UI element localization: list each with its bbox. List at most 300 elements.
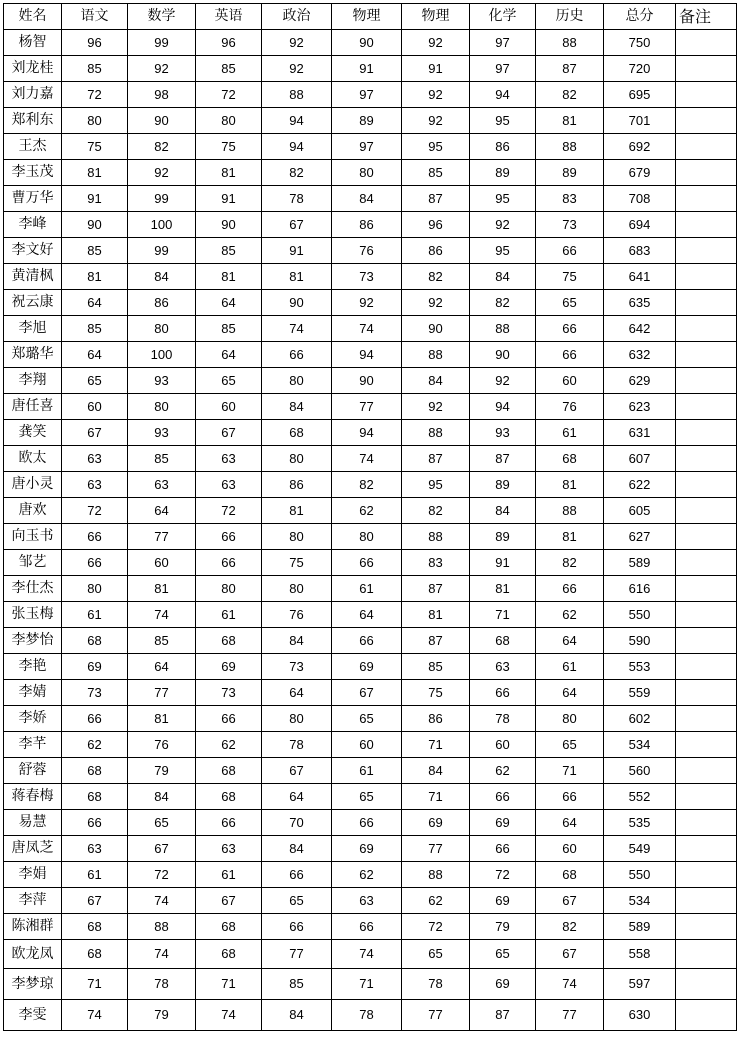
chemistry-score-cell: 84 bbox=[470, 264, 536, 290]
english-score-cell: 68 bbox=[196, 940, 262, 969]
chemistry-score-cell: 81 bbox=[470, 576, 536, 602]
english-score-cell: 66 bbox=[196, 706, 262, 732]
grade-table-body bbox=[4, 30, 737, 1031]
total-score-cell: 605 bbox=[604, 498, 676, 524]
header-name: 姓名 bbox=[4, 4, 62, 30]
english-score-cell: 64 bbox=[196, 342, 262, 368]
remarks-cell bbox=[676, 212, 737, 238]
math-score-cell: 85 bbox=[128, 628, 196, 654]
english-score-cell: 62 bbox=[196, 732, 262, 758]
math-score-cell: 85 bbox=[128, 446, 196, 472]
chinese-score-cell: 68 bbox=[62, 940, 128, 969]
english-score-cell: 74 bbox=[196, 1000, 262, 1031]
history-score-cell: 76 bbox=[536, 394, 604, 420]
politics-score-cell: 92 bbox=[262, 56, 332, 82]
math-score-cell: 82 bbox=[128, 134, 196, 160]
english-score-cell: 66 bbox=[196, 550, 262, 576]
total-score-cell: 553 bbox=[604, 654, 676, 680]
student-name-cell: 郑璐华 bbox=[4, 342, 62, 368]
politics-score-cell: 84 bbox=[262, 394, 332, 420]
remarks-cell bbox=[676, 394, 737, 420]
physics-1-score-cell: 74 bbox=[332, 940, 402, 969]
history-score-cell: 67 bbox=[536, 940, 604, 969]
remarks-cell bbox=[676, 550, 737, 576]
politics-score-cell: 86 bbox=[262, 472, 332, 498]
politics-score-cell: 80 bbox=[262, 706, 332, 732]
header-math: 数学 bbox=[128, 4, 196, 30]
chemistry-score-cell: 71 bbox=[470, 602, 536, 628]
english-score-cell: 65 bbox=[196, 368, 262, 394]
math-score-cell: 88 bbox=[128, 914, 196, 940]
physics-1-score-cell: 91 bbox=[332, 56, 402, 82]
physics-1-score-cell: 77 bbox=[332, 394, 402, 420]
table-row bbox=[4, 238, 737, 264]
chinese-score-cell: 96 bbox=[62, 30, 128, 56]
total-score-cell: 550 bbox=[604, 862, 676, 888]
politics-score-cell: 92 bbox=[262, 30, 332, 56]
physics-1-score-cell: 78 bbox=[332, 1000, 402, 1031]
total-score-cell: 629 bbox=[604, 368, 676, 394]
total-score-cell: 558 bbox=[604, 940, 676, 969]
english-score-cell: 67 bbox=[196, 888, 262, 914]
student-name-cell: 李文好 bbox=[4, 238, 62, 264]
politics-score-cell: 70 bbox=[262, 810, 332, 836]
physics-1-score-cell: 60 bbox=[332, 732, 402, 758]
math-score-cell: 79 bbox=[128, 758, 196, 784]
student-name-cell: 唐任喜 bbox=[4, 394, 62, 420]
chemistry-score-cell: 63 bbox=[470, 654, 536, 680]
chinese-score-cell: 66 bbox=[62, 550, 128, 576]
table-row bbox=[4, 628, 737, 654]
history-score-cell: 68 bbox=[536, 862, 604, 888]
chemistry-score-cell: 69 bbox=[470, 969, 536, 1000]
header-chinese: 语文 bbox=[62, 4, 128, 30]
english-score-cell: 63 bbox=[196, 446, 262, 472]
physics-2-score-cell: 71 bbox=[402, 732, 470, 758]
history-score-cell: 81 bbox=[536, 108, 604, 134]
table-row bbox=[4, 368, 737, 394]
total-score-cell: 630 bbox=[604, 1000, 676, 1031]
total-score-cell: 550 bbox=[604, 602, 676, 628]
english-score-cell: 68 bbox=[196, 628, 262, 654]
history-score-cell: 66 bbox=[536, 784, 604, 810]
chinese-score-cell: 67 bbox=[62, 420, 128, 446]
student-name-cell: 张玉梅 bbox=[4, 602, 62, 628]
chemistry-score-cell: 66 bbox=[470, 680, 536, 706]
total-score-cell: 683 bbox=[604, 238, 676, 264]
physics-2-score-cell: 92 bbox=[402, 82, 470, 108]
math-score-cell: 99 bbox=[128, 238, 196, 264]
remarks-cell bbox=[676, 342, 737, 368]
politics-score-cell: 65 bbox=[262, 888, 332, 914]
student-name-cell: 李萍 bbox=[4, 888, 62, 914]
math-score-cell: 86 bbox=[128, 290, 196, 316]
math-score-cell: 77 bbox=[128, 680, 196, 706]
student-name-cell: 李芊 bbox=[4, 732, 62, 758]
remarks-cell bbox=[676, 628, 737, 654]
english-score-cell: 91 bbox=[196, 186, 262, 212]
remarks-cell bbox=[676, 316, 737, 342]
physics-2-score-cell: 83 bbox=[402, 550, 470, 576]
math-score-cell: 80 bbox=[128, 316, 196, 342]
history-score-cell: 88 bbox=[536, 498, 604, 524]
math-score-cell: 92 bbox=[128, 56, 196, 82]
chinese-score-cell: 66 bbox=[62, 810, 128, 836]
table-row bbox=[4, 576, 737, 602]
total-score-cell: 623 bbox=[604, 394, 676, 420]
chemistry-score-cell: 68 bbox=[470, 628, 536, 654]
physics-1-score-cell: 94 bbox=[332, 420, 402, 446]
politics-score-cell: 80 bbox=[262, 368, 332, 394]
total-score-cell: 694 bbox=[604, 212, 676, 238]
physics-2-score-cell: 88 bbox=[402, 524, 470, 550]
table-row bbox=[4, 940, 737, 969]
table-row bbox=[4, 784, 737, 810]
remarks-cell bbox=[676, 862, 737, 888]
politics-score-cell: 82 bbox=[262, 160, 332, 186]
table-row bbox=[4, 394, 737, 420]
physics-2-score-cell: 82 bbox=[402, 498, 470, 524]
physics-1-score-cell: 92 bbox=[332, 290, 402, 316]
total-score-cell: 750 bbox=[604, 30, 676, 56]
math-score-cell: 100 bbox=[128, 212, 196, 238]
politics-score-cell: 64 bbox=[262, 784, 332, 810]
math-score-cell: 65 bbox=[128, 810, 196, 836]
total-score-cell: 552 bbox=[604, 784, 676, 810]
physics-1-score-cell: 62 bbox=[332, 862, 402, 888]
physics-1-score-cell: 62 bbox=[332, 498, 402, 524]
english-score-cell: 67 bbox=[196, 420, 262, 446]
politics-score-cell: 81 bbox=[262, 498, 332, 524]
remarks-cell bbox=[676, 706, 737, 732]
student-name-cell: 李峰 bbox=[4, 212, 62, 238]
remarks-cell bbox=[676, 602, 737, 628]
politics-score-cell: 81 bbox=[262, 264, 332, 290]
math-score-cell: 67 bbox=[128, 836, 196, 862]
physics-2-score-cell: 88 bbox=[402, 342, 470, 368]
politics-score-cell: 85 bbox=[262, 969, 332, 1000]
physics-1-score-cell: 73 bbox=[332, 264, 402, 290]
total-score-cell: 708 bbox=[604, 186, 676, 212]
politics-score-cell: 84 bbox=[262, 836, 332, 862]
math-score-cell: 92 bbox=[128, 160, 196, 186]
header-chemistry: 化学 bbox=[470, 4, 536, 30]
remarks-cell bbox=[676, 160, 737, 186]
chemistry-score-cell: 69 bbox=[470, 810, 536, 836]
physics-1-score-cell: 94 bbox=[332, 342, 402, 368]
politics-score-cell: 75 bbox=[262, 550, 332, 576]
remarks-cell bbox=[676, 680, 737, 706]
chemistry-score-cell: 86 bbox=[470, 134, 536, 160]
student-name-cell: 李娇 bbox=[4, 706, 62, 732]
student-name-cell: 郑利东 bbox=[4, 108, 62, 134]
total-score-cell: 622 bbox=[604, 472, 676, 498]
physics-2-score-cell: 77 bbox=[402, 1000, 470, 1031]
chinese-score-cell: 91 bbox=[62, 186, 128, 212]
math-score-cell: 98 bbox=[128, 82, 196, 108]
chemistry-score-cell: 72 bbox=[470, 862, 536, 888]
physics-2-score-cell: 92 bbox=[402, 290, 470, 316]
total-score-cell: 534 bbox=[604, 888, 676, 914]
physics-2-score-cell: 78 bbox=[402, 969, 470, 1000]
remarks-cell bbox=[676, 888, 737, 914]
student-name-cell: 杨智 bbox=[4, 30, 62, 56]
chinese-score-cell: 61 bbox=[62, 862, 128, 888]
table-row bbox=[4, 862, 737, 888]
student-name-cell: 祝云康 bbox=[4, 290, 62, 316]
chemistry-score-cell: 97 bbox=[470, 30, 536, 56]
english-score-cell: 68 bbox=[196, 758, 262, 784]
physics-2-score-cell: 88 bbox=[402, 420, 470, 446]
politics-score-cell: 73 bbox=[262, 654, 332, 680]
physics-2-score-cell: 72 bbox=[402, 914, 470, 940]
physics-1-score-cell: 90 bbox=[332, 30, 402, 56]
table-row bbox=[4, 914, 737, 940]
table-row bbox=[4, 82, 737, 108]
header-physics-2: 物理 bbox=[402, 4, 470, 30]
chemistry-score-cell: 95 bbox=[470, 238, 536, 264]
physics-1-score-cell: 76 bbox=[332, 238, 402, 264]
history-score-cell: 66 bbox=[536, 342, 604, 368]
history-score-cell: 61 bbox=[536, 420, 604, 446]
physics-1-score-cell: 97 bbox=[332, 82, 402, 108]
politics-score-cell: 64 bbox=[262, 680, 332, 706]
math-score-cell: 90 bbox=[128, 108, 196, 134]
table-row bbox=[4, 420, 737, 446]
english-score-cell: 64 bbox=[196, 290, 262, 316]
politics-score-cell: 78 bbox=[262, 732, 332, 758]
english-score-cell: 71 bbox=[196, 969, 262, 1000]
total-score-cell: 692 bbox=[604, 134, 676, 160]
remarks-cell bbox=[676, 758, 737, 784]
physics-1-score-cell: 84 bbox=[332, 186, 402, 212]
chemistry-score-cell: 79 bbox=[470, 914, 536, 940]
student-name-cell: 刘力嘉 bbox=[4, 82, 62, 108]
remarks-cell bbox=[676, 264, 737, 290]
table-row bbox=[4, 30, 737, 56]
chemistry-score-cell: 84 bbox=[470, 498, 536, 524]
math-score-cell: 78 bbox=[128, 969, 196, 1000]
student-name-cell: 唐欢 bbox=[4, 498, 62, 524]
history-score-cell: 64 bbox=[536, 628, 604, 654]
politics-score-cell: 88 bbox=[262, 82, 332, 108]
chinese-score-cell: 67 bbox=[62, 888, 128, 914]
header-physics-1: 物理 bbox=[332, 4, 402, 30]
remarks-cell bbox=[676, 940, 737, 969]
physics-1-score-cell: 66 bbox=[332, 550, 402, 576]
total-score-cell: 642 bbox=[604, 316, 676, 342]
header-politics: 政治 bbox=[262, 4, 332, 30]
math-score-cell: 64 bbox=[128, 498, 196, 524]
math-score-cell: 81 bbox=[128, 706, 196, 732]
student-name-cell: 曹万华 bbox=[4, 186, 62, 212]
chemistry-score-cell: 90 bbox=[470, 342, 536, 368]
physics-2-score-cell: 85 bbox=[402, 654, 470, 680]
english-score-cell: 72 bbox=[196, 82, 262, 108]
header-total: 总分 bbox=[604, 4, 676, 30]
math-score-cell: 60 bbox=[128, 550, 196, 576]
student-name-cell: 易慧 bbox=[4, 810, 62, 836]
math-score-cell: 77 bbox=[128, 524, 196, 550]
history-score-cell: 65 bbox=[536, 732, 604, 758]
table-row bbox=[4, 836, 737, 862]
physics-2-score-cell: 85 bbox=[402, 160, 470, 186]
chemistry-score-cell: 78 bbox=[470, 706, 536, 732]
physics-1-score-cell: 66 bbox=[332, 628, 402, 654]
english-score-cell: 80 bbox=[196, 108, 262, 134]
chinese-score-cell: 66 bbox=[62, 524, 128, 550]
header-row bbox=[4, 4, 737, 30]
chinese-score-cell: 81 bbox=[62, 160, 128, 186]
chemistry-score-cell: 87 bbox=[470, 446, 536, 472]
total-score-cell: 560 bbox=[604, 758, 676, 784]
table-row bbox=[4, 680, 737, 706]
chinese-score-cell: 85 bbox=[62, 56, 128, 82]
physics-2-score-cell: 92 bbox=[402, 30, 470, 56]
physics-2-score-cell: 69 bbox=[402, 810, 470, 836]
total-score-cell: 597 bbox=[604, 969, 676, 1000]
student-name-cell: 舒蓉 bbox=[4, 758, 62, 784]
physics-1-score-cell: 66 bbox=[332, 914, 402, 940]
physics-2-score-cell: 88 bbox=[402, 862, 470, 888]
history-score-cell: 61 bbox=[536, 654, 604, 680]
math-score-cell: 99 bbox=[128, 30, 196, 56]
student-name-cell: 欧龙凤 bbox=[4, 940, 62, 969]
chinese-score-cell: 81 bbox=[62, 264, 128, 290]
history-score-cell: 74 bbox=[536, 969, 604, 1000]
physics-1-score-cell: 90 bbox=[332, 368, 402, 394]
physics-1-score-cell: 97 bbox=[332, 134, 402, 160]
chinese-score-cell: 64 bbox=[62, 342, 128, 368]
remarks-cell bbox=[676, 969, 737, 1000]
politics-score-cell: 84 bbox=[262, 628, 332, 654]
history-score-cell: 65 bbox=[536, 290, 604, 316]
english-score-cell: 73 bbox=[196, 680, 262, 706]
history-score-cell: 81 bbox=[536, 472, 604, 498]
chinese-score-cell: 68 bbox=[62, 758, 128, 784]
politics-score-cell: 78 bbox=[262, 186, 332, 212]
history-score-cell: 73 bbox=[536, 212, 604, 238]
chemistry-score-cell: 87 bbox=[470, 1000, 536, 1031]
chinese-score-cell: 68 bbox=[62, 784, 128, 810]
politics-score-cell: 66 bbox=[262, 342, 332, 368]
chinese-score-cell: 80 bbox=[62, 576, 128, 602]
remarks-cell bbox=[676, 472, 737, 498]
math-score-cell: 74 bbox=[128, 888, 196, 914]
chinese-score-cell: 63 bbox=[62, 836, 128, 862]
english-score-cell: 63 bbox=[196, 472, 262, 498]
physics-1-score-cell: 86 bbox=[332, 212, 402, 238]
remarks-cell bbox=[676, 420, 737, 446]
table-row bbox=[4, 446, 737, 472]
physics-2-score-cell: 82 bbox=[402, 264, 470, 290]
remarks-cell bbox=[676, 654, 737, 680]
remarks-cell bbox=[676, 238, 737, 264]
physics-2-score-cell: 86 bbox=[402, 706, 470, 732]
history-score-cell: 89 bbox=[536, 160, 604, 186]
politics-score-cell: 80 bbox=[262, 576, 332, 602]
table-row bbox=[4, 56, 737, 82]
header-history: 历史 bbox=[536, 4, 604, 30]
total-score-cell: 559 bbox=[604, 680, 676, 706]
student-name-cell: 李梦琼 bbox=[4, 969, 62, 1000]
english-score-cell: 90 bbox=[196, 212, 262, 238]
chemistry-score-cell: 89 bbox=[470, 472, 536, 498]
chinese-score-cell: 63 bbox=[62, 472, 128, 498]
table-row bbox=[4, 472, 737, 498]
table-row bbox=[4, 342, 737, 368]
physics-1-score-cell: 67 bbox=[332, 680, 402, 706]
physics-2-score-cell: 96 bbox=[402, 212, 470, 238]
remarks-cell bbox=[676, 56, 737, 82]
total-score-cell: 602 bbox=[604, 706, 676, 732]
chemistry-score-cell: 97 bbox=[470, 56, 536, 82]
math-score-cell: 93 bbox=[128, 420, 196, 446]
chinese-score-cell: 69 bbox=[62, 654, 128, 680]
math-score-cell: 74 bbox=[128, 602, 196, 628]
table-row bbox=[4, 1000, 737, 1031]
total-score-cell: 607 bbox=[604, 446, 676, 472]
history-score-cell: 77 bbox=[536, 1000, 604, 1031]
physics-2-score-cell: 75 bbox=[402, 680, 470, 706]
math-score-cell: 64 bbox=[128, 654, 196, 680]
chinese-score-cell: 73 bbox=[62, 680, 128, 706]
physics-1-score-cell: 82 bbox=[332, 472, 402, 498]
physics-1-score-cell: 65 bbox=[332, 784, 402, 810]
politics-score-cell: 94 bbox=[262, 134, 332, 160]
remarks-cell bbox=[676, 186, 737, 212]
physics-2-score-cell: 65 bbox=[402, 940, 470, 969]
student-name-cell: 龚笑 bbox=[4, 420, 62, 446]
chinese-score-cell: 63 bbox=[62, 446, 128, 472]
table-row bbox=[4, 316, 737, 342]
student-name-cell: 李雯 bbox=[4, 1000, 62, 1031]
chinese-score-cell: 65 bbox=[62, 368, 128, 394]
chinese-score-cell: 85 bbox=[62, 238, 128, 264]
total-score-cell: 679 bbox=[604, 160, 676, 186]
history-score-cell: 82 bbox=[536, 82, 604, 108]
chinese-score-cell: 68 bbox=[62, 628, 128, 654]
history-score-cell: 68 bbox=[536, 446, 604, 472]
student-name-cell: 欧太 bbox=[4, 446, 62, 472]
english-score-cell: 60 bbox=[196, 394, 262, 420]
total-score-cell: 535 bbox=[604, 810, 676, 836]
history-score-cell: 64 bbox=[536, 680, 604, 706]
chinese-score-cell: 80 bbox=[62, 108, 128, 134]
english-score-cell: 85 bbox=[196, 238, 262, 264]
chemistry-score-cell: 95 bbox=[470, 186, 536, 212]
physics-1-score-cell: 74 bbox=[332, 446, 402, 472]
total-score-cell: 589 bbox=[604, 914, 676, 940]
history-score-cell: 66 bbox=[536, 316, 604, 342]
remarks-cell bbox=[676, 290, 737, 316]
chinese-score-cell: 85 bbox=[62, 316, 128, 342]
total-score-cell: 590 bbox=[604, 628, 676, 654]
table-row bbox=[4, 290, 737, 316]
physics-1-score-cell: 69 bbox=[332, 836, 402, 862]
physics-1-score-cell: 71 bbox=[332, 969, 402, 1000]
total-score-cell: 720 bbox=[604, 56, 676, 82]
history-score-cell: 88 bbox=[536, 30, 604, 56]
english-score-cell: 66 bbox=[196, 524, 262, 550]
chinese-score-cell: 64 bbox=[62, 290, 128, 316]
table-row bbox=[4, 160, 737, 186]
table-row bbox=[4, 810, 737, 836]
math-score-cell: 99 bbox=[128, 186, 196, 212]
remarks-cell bbox=[676, 914, 737, 940]
chinese-score-cell: 75 bbox=[62, 134, 128, 160]
table-row bbox=[4, 108, 737, 134]
